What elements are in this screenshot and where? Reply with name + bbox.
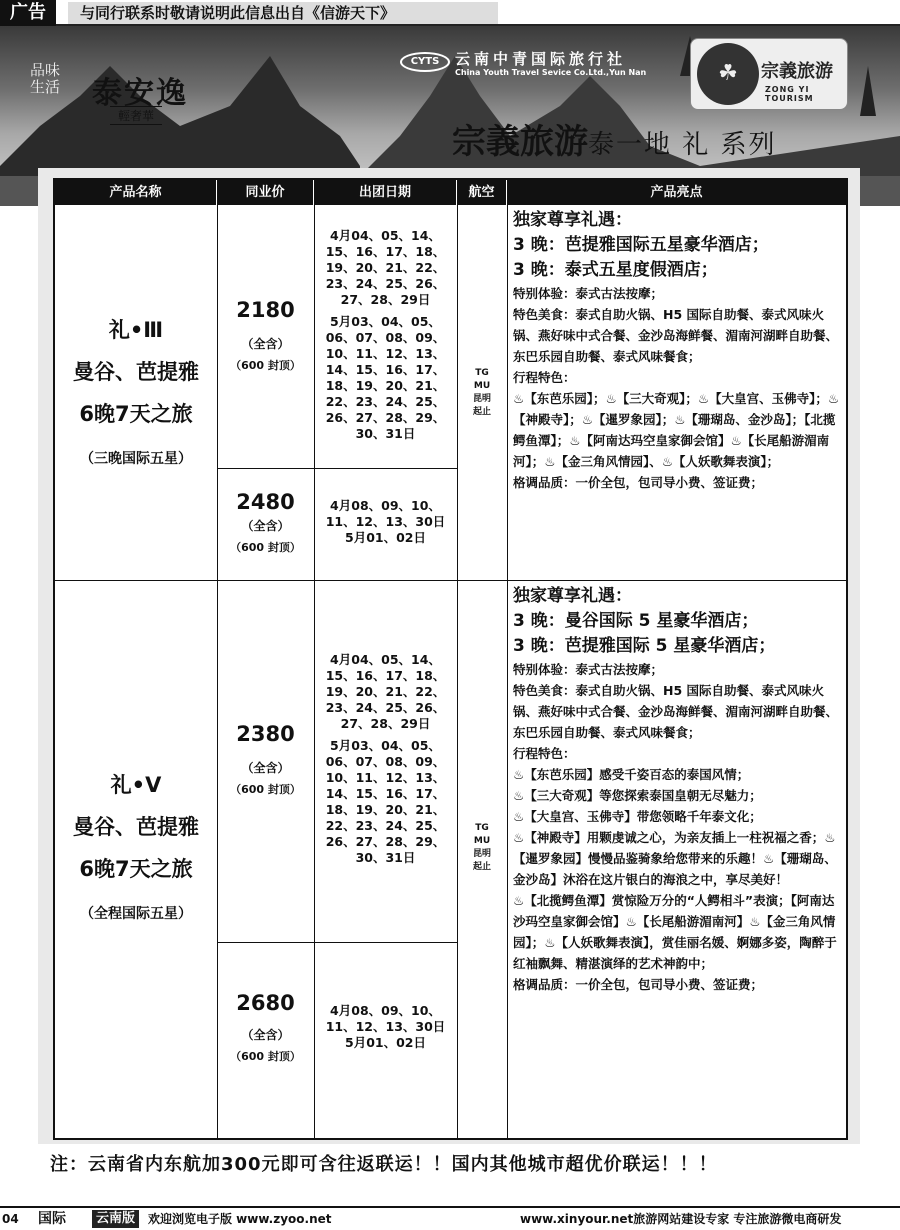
highlight-line: ♨【神殿寺】用颗虔诚之心，为亲友插上一柱祝福之香；♨【暹罗象园】慢慢品鉴骑象给您带来的乐趣！♨【珊瑚岛、金沙岛】沐浴在这片银白的海浪之中，享尽美好！ xyxy=(513,830,837,887)
highlight-line: 独家尊享礼遇： xyxy=(513,210,632,230)
zongyi-name-en: ZONG YI TOURISM xyxy=(765,85,814,103)
series-title-main: 宗義旅游 xyxy=(452,122,588,162)
highlight-line: 特色美食：泰式自助火锅、H5 国际自助餐、泰式风味火锅、燕好味中式合餐、金沙岛海鲜餐、湄南河湖畔自助餐、东巴乐园自助餐、泰式风味餐食； xyxy=(513,307,839,364)
airline-note: 起止 xyxy=(472,861,491,872)
agency-logo-icon: CYTS xyxy=(400,52,450,72)
dates-may: 5月03、04、05、06、07、08、09、10、11、12、13、14、15、16、17、18、19、20、21、22、23、24、25、26、27、28、29、30、31日 xyxy=(325,313,446,441)
footer-right-text: www.xinyour.net旅游网站建设专家 专注旅游微电商研发 xyxy=(520,1212,842,1226)
dates-list: 4月08、09、10、11、12、13、30日5月01、02日 xyxy=(325,1002,446,1050)
airline-city: 昆明 xyxy=(472,848,491,859)
promo-note: 注：云南省内东航加300元即可含往返联运！！国内其他城市超优价联运！！！ xyxy=(50,1154,718,1175)
price-note: （全含） xyxy=(241,1027,290,1042)
product-route: 曼谷、芭提雅 xyxy=(73,359,199,384)
price-note: （全含） xyxy=(241,519,290,533)
product-duration: 6晚7天之旅 xyxy=(79,856,193,881)
agency-name-en: China Youth Travel Sevice Co.Ltd.,Yun Nan xyxy=(455,68,647,77)
header-highlights: 产品亮点 xyxy=(507,180,846,205)
price-value: 2180 xyxy=(236,297,295,322)
ad-bar xyxy=(0,0,900,26)
grid-line xyxy=(507,205,508,1140)
footprint-icon: ☘ xyxy=(697,43,759,105)
highlight-line: ♨【三大奇观】等您探索泰国皇朝无尽魅力； xyxy=(513,788,762,803)
header-price: 同业价 xyxy=(217,180,314,205)
product-stars: （三晚国际五星） xyxy=(80,450,192,467)
dates-april: 4月04、05、14、15、16、17、18、19、20、21、22、23、24、25、26、27、28、29日 xyxy=(325,227,446,307)
price-cap: （600 封顶） xyxy=(230,358,301,372)
footer-left-text: 欢迎浏览电子版 www.zyoo.net xyxy=(148,1212,332,1226)
price-cell xyxy=(217,580,314,942)
product-stars: （全程国际五星） xyxy=(80,905,192,922)
header-airline: 航空 xyxy=(457,180,507,205)
highlight-line: 独家尊享礼遇： xyxy=(513,586,632,606)
highlight-line: 特色美食：泰式自助火锅、H5 国际自助餐、泰式风味火锅、燕好味中式合餐、金沙岛海鲜餐、湄南河湖畔自助餐、东巴乐园自助餐、泰式风味餐食； xyxy=(513,683,839,740)
series-title-rest: 泰一地 礼 系列 xyxy=(588,130,777,160)
highlight-line: 格调品质：一价全包，包司导小费、签证费； xyxy=(513,475,764,490)
dates-april: 4月04、05、14、15、16、17、18、19、20、21、22、23、24、25、26、27、28、29日 xyxy=(325,652,446,731)
airline-cell xyxy=(457,580,507,1115)
product-name: 礼•Ⅴ xyxy=(110,772,162,797)
brand-small: 品味生活 xyxy=(30,61,61,96)
page-footer xyxy=(0,1206,900,1230)
dates-cell xyxy=(314,468,457,580)
price-value: 2480 xyxy=(236,490,295,514)
zongyi-logo xyxy=(690,38,848,110)
highlight-line: 格调品质：一价全包，包司导小费、签证费； xyxy=(513,977,764,992)
ad-notice: 与同行联系时敬请说明此信息出自《信游天下》 xyxy=(68,2,498,24)
highlights-cell xyxy=(513,208,843,493)
product-duration: 6晚7天之旅 xyxy=(79,401,193,426)
dates-may: 5月03、04、05、06、07、08、09、10、11、12、13、14、15、16、17、18、19、20、21、22、23、24、25、26、27、28、29、30、31日 xyxy=(325,738,446,865)
price-cap: （600 封顶） xyxy=(230,541,301,554)
highlight-line: 3 晚：芭提雅国际五星豪华酒店； xyxy=(513,235,769,255)
highlight-line: ♨【东芭乐园】；♨【三大奇观】；♨【大皇宫、玉佛寺】；♨【神殿寺】；♨【暹罗象园】；♨【珊瑚岛、金沙岛】；【北揽鳄鱼潭】；♨【阿南达玛空皇家御会馆】♨【长尾船游湄南河】；♨【金三角风情园】、♨【人妖歌舞表演】； xyxy=(513,391,840,469)
product-name-cell xyxy=(55,580,217,1115)
header-product-name: 产品名称 xyxy=(55,180,217,205)
price-value: 2680 xyxy=(236,990,295,1015)
airline-code: TG xyxy=(475,822,489,833)
price-note: （全含） xyxy=(241,761,290,775)
highlight-line: 行程特色： xyxy=(513,746,576,761)
brand-main: 泰安逸 xyxy=(92,76,188,111)
airline-note: 起止 xyxy=(472,406,491,417)
price-cap: （600 封顶） xyxy=(230,783,301,796)
dates-list: 4月08、09、10、11、12、13、30日5月01、02日 xyxy=(325,498,446,545)
section-label: 国际 xyxy=(38,1211,66,1227)
price-cell xyxy=(217,468,314,580)
agency-name: 云南中青国际旅行社 xyxy=(455,50,627,68)
price-value: 2380 xyxy=(236,722,295,746)
airline-code: TG xyxy=(475,367,489,378)
highlight-line: ♨【东芭乐园】感受千姿百态的泰国风情； xyxy=(513,767,750,782)
page-number: 04 xyxy=(2,1212,19,1226)
highlight-line: 3 晚：芭提雅国际 5 星豪华酒店； xyxy=(513,636,776,656)
dates-cell xyxy=(314,580,457,942)
airline-code: MU xyxy=(473,380,491,391)
zongyi-name: 宗義旅游 xyxy=(761,61,833,82)
price-cap: （600 封顶） xyxy=(230,1049,301,1063)
highlight-line: 特别体验：泰式古法按摩； xyxy=(513,286,664,301)
airline-city: 昆明 xyxy=(472,393,491,404)
price-cell xyxy=(217,205,314,468)
highlight-line: 3 晚：泰式五星度假酒店； xyxy=(513,260,718,280)
region-badge: 云南版 xyxy=(92,1210,139,1228)
product-name-cell xyxy=(55,205,217,580)
highlights-cell xyxy=(513,584,843,995)
highlight-line: 特别体验：泰式古法按摩； xyxy=(513,662,664,677)
dates-cell xyxy=(314,942,457,1115)
highlight-line: 3 晚：曼谷国际 5 星豪华酒店； xyxy=(513,611,759,631)
brand-sub: 輕奢華 xyxy=(110,106,162,125)
airline-code: MU xyxy=(473,835,491,846)
price-note: （全含） xyxy=(241,336,290,351)
product-name: 礼•Ⅲ xyxy=(108,317,164,342)
product-route: 曼谷、芭提雅 xyxy=(73,814,199,839)
airline-cell xyxy=(457,205,507,580)
highlight-line: 行程特色： xyxy=(513,370,576,385)
highlight-line: ♨【北揽鳄鱼潭】赏惊险万分的“人鳄相斗”表演；【阿南达沙玛空皇家御会馆】♨【长尾船游湄南河】♨【金三角风情园】；♨【人妖歌舞表演】，赏佳丽名媛、婀娜多姿，陶醉于红袖飘舞、精湛演绎的艺术神韵中； xyxy=(513,893,837,971)
ad-tag: 广告 xyxy=(0,0,56,26)
product-table xyxy=(53,178,848,1140)
price-cell xyxy=(217,942,314,1115)
dates-cell xyxy=(314,205,457,468)
header-dates: 出团日期 xyxy=(314,180,457,205)
highlight-line: ♨【大皇宫、玉佛寺】带您领略千年泰文化； xyxy=(513,809,762,824)
table-panel xyxy=(38,168,860,1144)
series-title xyxy=(452,114,777,163)
